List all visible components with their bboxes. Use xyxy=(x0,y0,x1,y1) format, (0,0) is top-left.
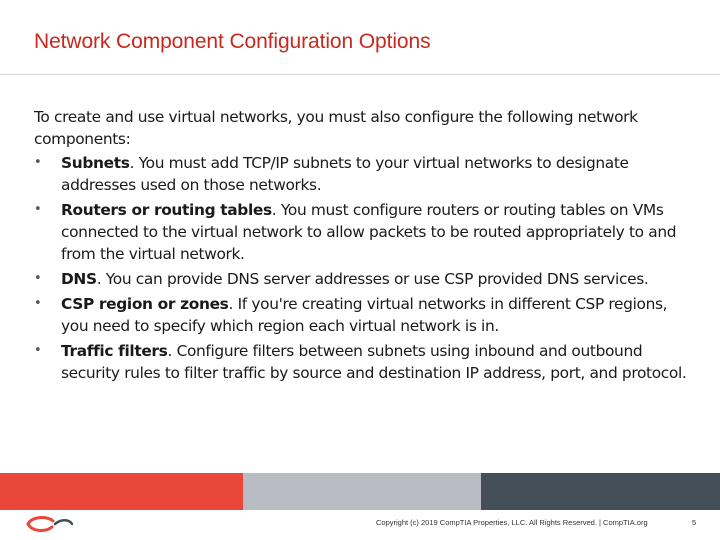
bullet-text: . If you're creating virtual networks in different CSP regions, you need to specify which region each virtual network is in. xyxy=(61,295,668,335)
bullet-text: . You can provide DNS server addresses or use CSP provided DNS services. xyxy=(96,270,649,288)
comptia-logo-icon xyxy=(26,514,76,534)
footer-band-dark xyxy=(481,473,720,510)
bullet-list xyxy=(34,152,694,384)
bullet-marker: • xyxy=(34,271,42,286)
page-number: 5 xyxy=(692,518,697,527)
bullet-term: CSP region or zones xyxy=(61,295,229,313)
bullet-item-subnets xyxy=(34,152,694,196)
bullet-text: . You must configure routers or routing tables on VMs connected to the virtual network to allow packets to be routed appropriately to and from the virtual network. xyxy=(61,201,677,263)
bullet-marker: • xyxy=(34,296,42,311)
footer-copyright: Copyright (c) 2019 CompTIA Properties, LLC. All Rights Reserved. | CompTIA.org xyxy=(376,518,648,527)
bullet-marker: • xyxy=(34,343,42,358)
bullet-item-routers xyxy=(34,199,694,265)
bullet-text: . Configure filters between subnets using inbound and outbound security rules to filter traffic by source and destination IP address, port, and protocol. xyxy=(61,342,687,382)
footer-band-red xyxy=(0,473,243,510)
bullet-term: Subnets xyxy=(61,154,130,172)
slide-body xyxy=(34,106,694,387)
slide-title: Network Component Configuration Options xyxy=(34,30,431,53)
bullet-item-dns xyxy=(34,268,694,290)
bullet-term: Routers or routing tables xyxy=(61,201,272,219)
footer-band-gray xyxy=(243,473,481,510)
bullet-term: DNS xyxy=(61,270,97,288)
bullet-marker: • xyxy=(34,155,42,170)
bullet-item-traffic-filters xyxy=(34,340,694,384)
title-divider xyxy=(0,74,720,75)
intro-paragraph: To create and use virtual networks, you must also configure the following network components: xyxy=(34,108,638,148)
bullet-term: Traffic filters xyxy=(61,342,168,360)
bullet-marker: • xyxy=(34,202,42,217)
bullet-item-csp-region xyxy=(34,293,694,337)
bullet-text: . You must add TCP/IP subnets to your virtual networks to designate addresses used on those networks. xyxy=(61,154,629,194)
